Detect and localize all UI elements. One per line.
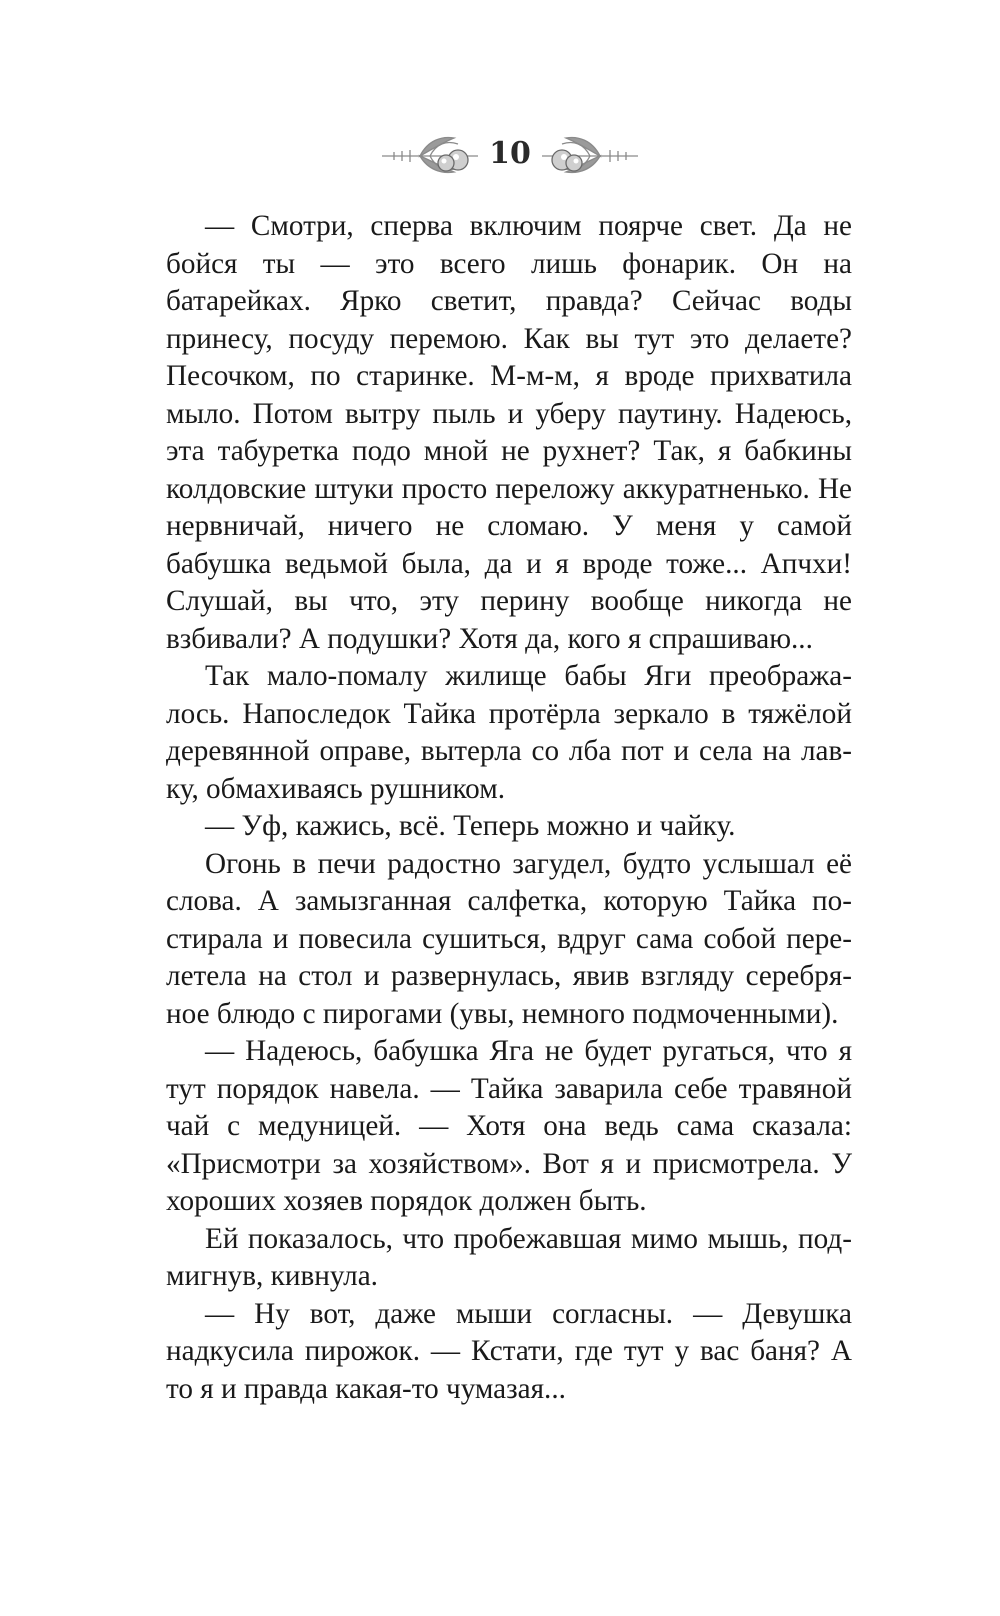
paragraph: — Надеюсь, бабушка Яга не будет ругаться, что я тут порядок навела. — Тайка заварила себе травяной чай с медуницей. — Хотя она ведь сама сказала: «Присмотри за хозяйством». Вот я и присмотрела. У хороших хозяев порядок должен быть. xyxy=(166,1035,852,1217)
body-text xyxy=(166,208,852,1408)
paragraph: — Смотри, сперва включим поярче свет. Да не бойся ты — это всего лишь фонарик. Он на батарейках. Ярко светит, правда? Сейчас воды принесу, посуду перемою. Как вы тут это делаете? Песочком, по старинке. М-м-м, я вроде прихватила мыло. Потом вытру пыль и уберу паутину. Надеюсь, эта табуретка подо мной не рухнет? Так, я бабкины колдовские штуки просто переложу аккуратненько. Не нервничай, ничего не сломаю. У меня у самой бабушка ведьмой была, да и я вроде тоже... Апчхи! Слушай, вы что, эту перину вообще никогда не взбивали? А подушки? Хотя да, кого я спрашиваю... xyxy=(166,210,852,655)
paragraph: Огонь в печи радостно загудел, будто услышал её слова. А замызганная салфетка, которую Тайка постирала и повесила сушиться, вдруг сама собой перелетела на стол и развернулась, явив взгляду серебряное блюдо с пирогами (увы, немного подмоченными). xyxy=(166,847,852,1030)
page-header xyxy=(0,126,1000,190)
leaf-ornament-right-icon xyxy=(540,130,640,182)
paragraph: — Уф, кажись, всё. Теперь можно и чайку. xyxy=(205,810,736,842)
paragraph: Ей показалось, что пробежавшая мимо мышь, подмигнув, кивнула. xyxy=(166,1222,852,1292)
paragraph: Так мало-помалу жилище бабы Яги преображалось. Напоследок Тайка протёрла зеркало в тяжёлой деревянной оправе, вытерла со лба пот и села на лавку, обмахиваясь рушником. xyxy=(166,660,852,805)
paragraph: — Ну вот, даже мыши согласны. — Девушка надкусила пирожок. — Кстати, где тут у вас баня? А то я и правда какая-то чумазая... xyxy=(166,1297,852,1405)
page-number: 10 xyxy=(489,136,531,171)
